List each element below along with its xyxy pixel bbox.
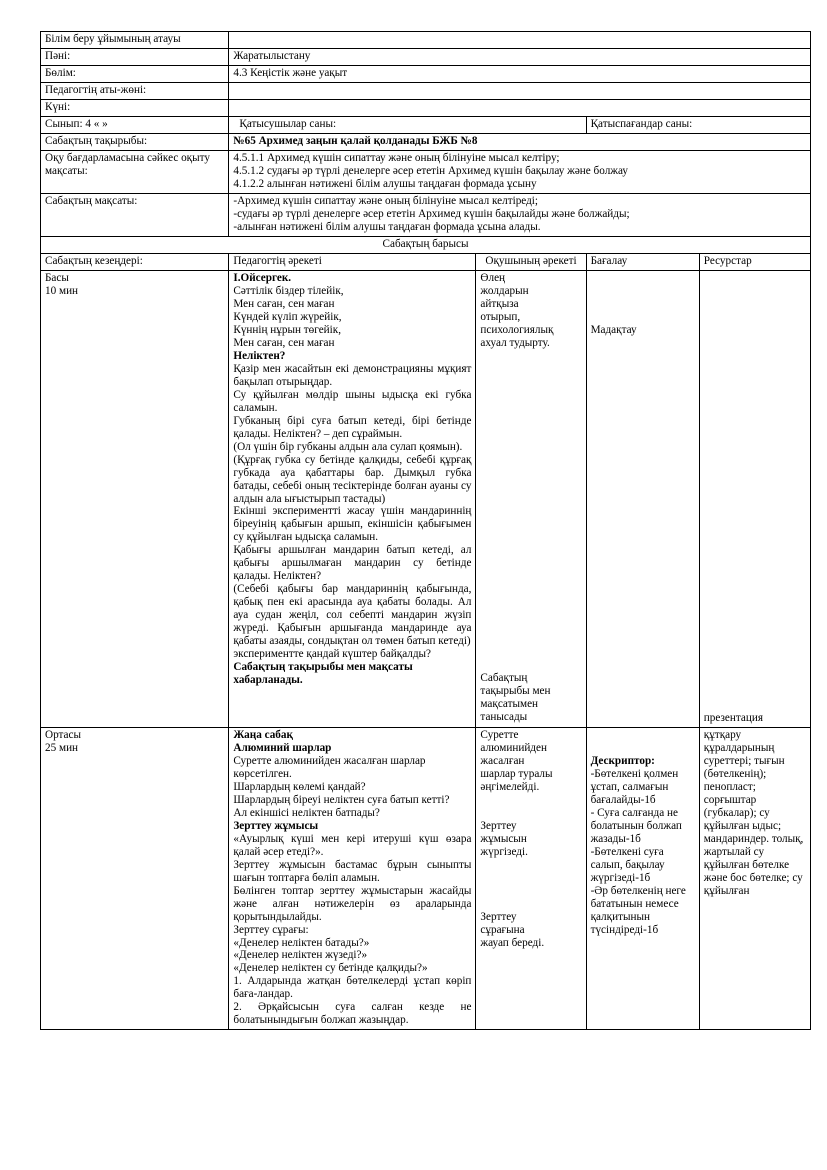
- objectives-label-cell: [41, 150, 229, 193]
- student-actions-cell-beginning: [476, 270, 586, 727]
- subject-label: Пәні:: [45, 49, 71, 62]
- teacher-action-line: Жаңа сабақ: [233, 728, 293, 741]
- teacher-action-line: Екінші экспериментті жасау үшін мандариннің біреуінің қабығын аршып, екіншісін қабығымен су құйылған ыдысқа саламын.: [233, 505, 472, 544]
- value-date: [229, 99, 811, 116]
- label-section: [41, 65, 229, 82]
- student-action-line: жолдарын: [480, 284, 529, 297]
- student-action-line: танысады: [480, 710, 528, 723]
- table-row-date: [41, 99, 811, 116]
- teacher-action-line: Бөлінген топтар зерттеу жұмыстарын жасайды және алған нәтижелерін өз араларында қорытындылайды.: [233, 884, 472, 923]
- stage-duration: 10 мин: [45, 284, 79, 297]
- table-row-stage-beginning: [41, 270, 811, 727]
- lesson-plan-table: [40, 31, 811, 1030]
- student-action-line: жұмысын: [480, 832, 527, 845]
- table-row-topic: [41, 133, 811, 150]
- descriptor-line: -Әр бөтелкенің неге бататынын немесе қалқитынын түсіндіреді-1б: [590, 884, 686, 936]
- teacher-action-line: Мен саған, сен маған: [233, 297, 335, 310]
- column-header-label: Сабақтың кезеңдері:: [45, 254, 143, 267]
- teacher-action-line: Шарлардың көлемі қандай?: [233, 780, 366, 793]
- org-name-label: Білім беру ұйымының атауы: [45, 33, 181, 45]
- topic-label: Сабақтың тақырыбы:: [45, 134, 148, 147]
- label-date: [41, 99, 229, 116]
- teacher-action-line: (Ол үшін бір губканы алдын ала сулап қоямын).: [233, 440, 463, 453]
- descriptor-line: -Бөтелкені қолмен ұстап, салмағын бағалайды-1б: [590, 767, 679, 806]
- table-row-flow-title: [41, 236, 811, 253]
- teacher-action-line: Мен саған, сен маған: [233, 336, 335, 349]
- table-row-org-name: [41, 32, 811, 49]
- student-action-line: мақсатымен: [480, 697, 539, 710]
- stage-name: Басы: [45, 271, 69, 284]
- section-label: Бөлім:: [45, 66, 76, 79]
- teacher-action-line: Сәттілік біздер тілейік,: [233, 284, 344, 297]
- stage-name: Ортасы: [45, 728, 81, 741]
- descriptor-line: - Суға салғанда не болатынын болжап жазады-1б: [590, 806, 682, 845]
- teacher-action-line: Алюминий шарлар: [233, 741, 332, 754]
- teacher-action-line: Шарлардың біреуі неліктен суға батып кетті?: [233, 793, 450, 806]
- teacher-action-line: (Құрғақ губка су бетінде қалқиды, себебі құрғақ губкада ауа қабаттары бар. Дымқыл губка батады, себебі оның тесіктерінде болған ауаны су алдын ала ығыстырып тастады): [233, 453, 472, 505]
- student-action-line: отырып,: [480, 310, 521, 323]
- stage-cell-middle: [41, 727, 229, 1030]
- student-action-line: алюминийден: [480, 741, 547, 754]
- teacher-action-line: Суретте алюминийден жасалған шарлар көрсетілген.: [233, 754, 426, 780]
- topic-value: №65 Архимед заңын қалай қолданады БЖБ №8: [233, 134, 478, 147]
- teacher-action-line: Қазір мен жасайтын екі демонстрацияны мұқият бақылап отырыңдар.: [233, 362, 472, 388]
- teacher-action-line: «Денелер неліктен батады?»: [233, 936, 370, 949]
- student-action-line: психологиялық: [480, 323, 554, 336]
- teacher-action-line: I.Ойсергек.: [233, 271, 292, 284]
- lesson-goal-line: -алынған нәтижені білім алушы таңдаған формада ұсына алады.: [233, 220, 541, 233]
- teacher-action-line: экспериментте қандай күштер байқалды?: [233, 648, 432, 661]
- absent-count-cell: [586, 116, 810, 133]
- student-action-line: Зерттеу: [480, 819, 517, 832]
- descriptor-title: Дескриптор:: [590, 754, 655, 767]
- evaluation-text: Мадақтау: [590, 323, 637, 336]
- topic-label-cell: [41, 133, 229, 150]
- student-action-line: тақырыбы мен: [480, 684, 551, 697]
- evaluation-cell-spacer: [591, 272, 695, 324]
- teacher-action-line: Губканың бірі суға батып кетеді, бірі бетінде қалады. Неліктен? – деп сұраймын.: [233, 414, 472, 440]
- column-header-evaluation: [586, 253, 699, 270]
- table-row-stage-middle: [41, 727, 811, 1030]
- stage-duration: 25 мин: [45, 741, 79, 754]
- evaluation-cell-middle: [586, 727, 699, 1030]
- value-subject: [229, 48, 811, 65]
- value-org-name: [229, 32, 811, 49]
- teacher-action-line: Күндей күліп жүрейік,: [233, 310, 342, 323]
- absent-count-label: Қатыспағандар саны:: [590, 117, 693, 130]
- teacher-action-line: Сабақтың тақырыбы мен мақсаты хабарланады.: [233, 661, 413, 687]
- column-header-label: Оқушының әрекеті: [485, 254, 577, 267]
- objective-line: 4.5.1.2 судағы әр түрлі денелерге әсер ететін Архимед күшін бақылау және болжау: [233, 164, 628, 177]
- resources-cell-spacer: [704, 272, 806, 712]
- lesson-flow-title-cell: [41, 236, 811, 253]
- teacher-action-line: «Денелер неліктен су бетінде қалқиды?»: [233, 962, 428, 975]
- teacher-action-line: Зерттеу жұмысы: [233, 819, 319, 832]
- lesson-goal-line: -судағы әр түрлі денелерге әсер ететін Архимед күшін бақылайды және болжайды;: [233, 207, 630, 220]
- table-row-objectives: [41, 150, 811, 193]
- objective-line: 4.5.1.1 Архимед күшін сипаттау және оның білінуіне мысал келтіру;: [233, 151, 560, 164]
- lesson-goal-value-cell: [229, 193, 811, 236]
- resources-cell-middle: [699, 727, 810, 1030]
- column-header-resources: [699, 253, 810, 270]
- topic-value-cell: [229, 133, 811, 150]
- student-action-line: ахуал тудырту.: [480, 336, 550, 349]
- teacher-actions-cell-middle: [229, 727, 476, 1030]
- subject-value: Жаратылыстану: [233, 49, 311, 62]
- teacher-action-line: Зерттеу жұмысын бастамас бұрын сыныпты шағын топтарға бөліп аламын.: [233, 858, 472, 884]
- resources-cell-beginning: [699, 270, 810, 727]
- student-action-line: жүргізеді.: [480, 845, 528, 858]
- table-row-flow-headers: [41, 253, 811, 270]
- column-header-label: Ресурстар: [703, 254, 752, 267]
- class-label: Сынып: 4 « »: [45, 117, 108, 130]
- student-action-line: Суретте: [480, 728, 519, 741]
- teacher-action-line: (Себебі қабығы бар мандариннің қабығында, қабық пен екі арасында ауа қабаты болады. Ал ауа судан жеңіл, сол себепті мандарин жүзіп жүреді. Қабығын аршығанда мандаринде ауа қабаты азаяды, сондықтан ол төмен батып кетеді): [233, 583, 472, 648]
- column-header-stage: [41, 253, 229, 270]
- column-header-label: Бағалау: [590, 254, 628, 267]
- label-org-name: [41, 32, 229, 49]
- column-header-teacher: [229, 253, 476, 270]
- resources-text: құтқару құралдарының суреттері; тығын (бөтелкенің); пенопласт; сорғыштар (губкалар); су құйылған ыдыс; мандариндер. толық, жартылай су құйылған бөтелке және бос бөтелке; су құйылған: [703, 728, 804, 897]
- value-teacher-name: [229, 82, 811, 99]
- student-action-line: жасалған: [480, 754, 525, 767]
- student-action-line: Зерттеу: [480, 910, 517, 923]
- teacher-name-label: Педагогтің аты-жөні:: [45, 83, 147, 96]
- teacher-action-line: «Денелер неліктен жүзеді?»: [233, 949, 368, 962]
- teacher-action-line: Қабығы аршылған мандарин батып кетеді, ал қабығы аршылмаған мандарин су бетінде қалады. Неліктен?: [233, 544, 472, 583]
- class-label-cell: [41, 116, 229, 133]
- student-action-line: әңгімелейді.: [480, 780, 540, 793]
- student-action-line: жауап береді.: [480, 936, 545, 949]
- student-action-line: шарлар туралы: [480, 767, 553, 780]
- teacher-action-line: Су құйылған мөлдір шыны ыдысқа екі губка саламын.: [233, 388, 472, 414]
- table-row-teacher-name: [41, 82, 811, 99]
- descriptor-line: -Бөтелкені суға салып, бақылау жүргізеді-1б: [590, 845, 665, 884]
- label-subject: [41, 48, 229, 65]
- stage-cell-beginning: [41, 270, 229, 727]
- teacher-action-line: Күннің нұрын төгейік,: [233, 323, 341, 336]
- evaluation-cell-spacer: [591, 729, 695, 755]
- student-action-line: сұрағына: [480, 923, 525, 936]
- student-action-line: айтқыза: [480, 297, 519, 310]
- teacher-action-line: Ал екіншісі неліктен батпады?: [233, 806, 380, 819]
- student-cell-spacer: [480, 794, 581, 820]
- date-label: Күні:: [45, 100, 71, 113]
- teacher-action-line: 1. Алдарында жатқан бөтелкелерді ұстап көріп баға-ландар.: [233, 975, 472, 1001]
- section-value: 4.3 Кеңістік және уақыт: [233, 66, 348, 79]
- teacher-actions-cell-beginning: [229, 270, 476, 727]
- column-header-student: [476, 253, 586, 270]
- label-teacher-name: [41, 82, 229, 99]
- table-row-class: [41, 116, 811, 133]
- column-header-label: Педагогтің әрекеті: [233, 254, 322, 267]
- student-cell-spacer: [480, 859, 581, 911]
- student-action-line: Өлең: [480, 271, 506, 284]
- resources-text: презентация: [703, 711, 763, 724]
- lesson-goal-label-cell: [41, 193, 229, 236]
- teacher-action-line: «Ауырлық күші мен кері итеруші күш өзара қалай әсер етеді?».: [233, 832, 472, 858]
- objectives-value-cell: [229, 150, 811, 193]
- lesson-goal-line: -Архимед күшін сипаттау және оның білінуіне мысал келтіреді;: [233, 194, 539, 207]
- student-cell-spacer: [480, 350, 581, 672]
- objectives-label: Оқу бағдарламасына сәйкес оқыту мақсаты:: [45, 151, 210, 177]
- present-count-label: Қатысушылар саны:: [239, 117, 337, 130]
- value-section: [229, 65, 811, 82]
- evaluation-cell-beginning: [586, 270, 699, 727]
- table-row-section: [41, 65, 811, 82]
- student-action-line: Сабақтың: [480, 671, 528, 684]
- teacher-action-line: 2. Әрқайсысын суға салған кезде не болатынындығын болжап жазыңдар.: [233, 1001, 472, 1027]
- objective-line: 4.1.2.2 алынған нәтижені білім алушы таңдаған формада ұсыну: [233, 177, 537, 190]
- teacher-action-line: Зерттеу сұрағы:: [233, 923, 309, 936]
- table-row-lesson-goal: [41, 193, 811, 236]
- teacher-action-line: Неліктен?: [233, 349, 286, 362]
- present-count-cell: [229, 116, 586, 133]
- student-actions-cell-middle: [476, 727, 586, 1030]
- lesson-flow-title: Сабақтың барысы: [382, 237, 469, 250]
- table-row-subject: [41, 48, 811, 65]
- lesson-goal-label: Сабақтың мақсаты:: [45, 194, 138, 207]
